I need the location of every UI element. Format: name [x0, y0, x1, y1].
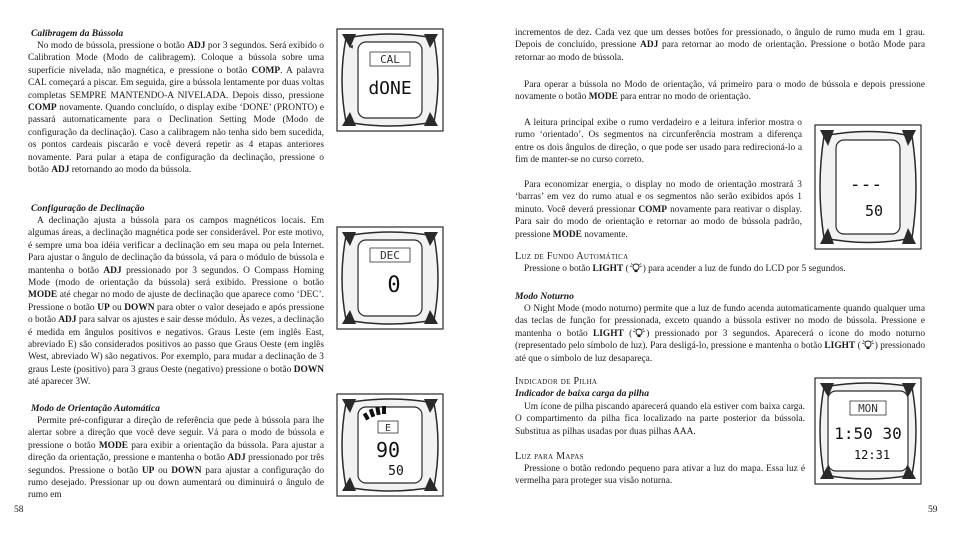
lcd-top-text: CAL	[380, 53, 400, 66]
device-display-cal	[336, 28, 444, 132]
heading-modo-noturno: Modo Noturno	[515, 291, 574, 302]
lcd-main-text: dONE	[368, 78, 412, 99]
lcd-top-text: MON	[858, 402, 878, 415]
button-name: DOWN	[171, 465, 202, 476]
lcd-top-text: DEC	[380, 249, 400, 262]
button-name: COMP	[28, 103, 57, 114]
heading-pilha-sub: Indicador de baixa carga da pilha	[515, 388, 650, 399]
page-number-right: 59	[928, 505, 938, 515]
lcd-top-text: E	[384, 423, 392, 434]
para-pilha: Um ícone de pilha piscando aparecerá quando ela estiver com baixa carga. O compartimento da pilha fica localizado na parte posterior da bússola. Substitua as pilhas usadas por duas pilhas AAA.	[515, 402, 805, 437]
button-name: COMP	[251, 65, 281, 76]
device-display-clock	[814, 377, 922, 485]
para-economizar: Para economizar energia, o display no modo de orientação mostrará 3 ‘barras’ em vez do rumo atual e os segmentos não serão exibidos após 1 minuto. Você deverá pressionar COMP novamente para reativar o display. Para sair do modo de orientação e retornar ao modo de bússola padrão, pressione MODE novamente.	[515, 180, 802, 240]
right-page	[477, 0, 954, 534]
button-name: DOWN	[124, 302, 155, 313]
svg-text:◀: ◀	[349, 45, 353, 50]
button-name: MODE	[28, 290, 58, 301]
para-leitura: A leitura principal exibe o rumo verdadeiro e a leitura inferior mostra o rumo ‘orientado’. Os segmentos na circunferência mostram a diferença entre os dois ângulos de direção, o que pode ser usado para redirecioná-lo a fim de manter-se no curso correto.	[515, 118, 802, 166]
button-name: ADJ	[58, 315, 77, 326]
device-display-dec	[336, 226, 444, 330]
heading-calibragem: Calibragem da Bússola	[31, 28, 124, 39]
para-orientacao: Permite pré-configurar a direção de referência que pede à bússola para lhe alertar sobre a direção que você deve seguir. Vá para o modo de bússola e pressione o botão MODE para exibir a orientação da bússola. Para ajustar a direção da orientação, pressione e mantenha o botão ADJ pressionado por três segundos. Pressione o botão UP ou DOWN para ajustar a configuração do rumo desejado. Pressionar up ou down aumentará ou diminuirá o ângulo de rumo em	[28, 416, 325, 501]
light-bulb-icon	[861, 340, 875, 350]
button-name: ADJ	[227, 453, 246, 464]
para-mapas: Pressione o botão redondo pequeno para ativar a luz do mapa. Essa luz é vermelha para proteger sua visão noturna.	[515, 464, 805, 487]
button-name: UP	[141, 465, 155, 476]
button-name: ADJ	[103, 265, 122, 276]
para-declinacao: A declinação ajusta a bússola para os campos magnéticos locais. Em algumas áreas, a declinação magnética pode ser considerável. Por este motivo, é sempre uma boa idéia verificar a declinação em seu mapa ou pela Internet. Para ajustar o ângulo de declinação da bússola, vá para o módulo de bússola e mantenha o botão ADJ pressionado por 3 segundos. O Compass Homing Mode (modo de orientação da bússola) será exibido. Pressione o botão MODE até chegar no modo de ajuste de declinação que aparece como ‘DEC’. Pressione o botão UP ou DOWN para obter o valor desejado e após pressione o botão ADJ para salvar os ajustes e sair desse módulo. Às vezes, a declinação é medida em ângulos positivos e negativos. Graus Leste (em inglês East, abreviado E) são considerados positivos ao passo que Graus Oeste (em inglês West, abreviado W) são negativos. Por exemplo, para mudar a declinação de 3 graus Leste (positivo) para 3 graus Oeste (negativo) pressione o botão DOWN até aparecer 3W.	[28, 216, 325, 388]
light-bulb-icon	[629, 263, 643, 273]
para-calibragem: No modo de bússola, pressione o botão ADJ por 3 segundos. Será exibido o Calibration Mode (Modo de calibragem). Coloque a bússola sobre uma superfície nivelada, não magnética, e pressione o botão COMP. A palavra CAL começará a piscar. Em seguida, gire a bússola lentamente por duas voltas completas SEMPRE MANTENDO-A NIVELADA. Depois disso, pressione COMP novamente. Quando concluído, o display exibe ‘DONE’ (PRONTO) e passará automaticamente para o Declination Setting Mode (Modo de configuração da declinação). Caso a calibragem não tenha sido bem sucedida, os pontos cardeais piscarão e você deverá repetir as 4 etapas anteriores novamente. Para pular a etapa de configuração da declinação, pressione o botão ADJ retornando ao modo da bússola.	[28, 41, 325, 176]
para-operar: Para operar a bússola no Modo de orientação, vá primeiro para o modo de bússola e depois pressione novamente o botão MODE para entrar no modo de orientação.	[515, 80, 925, 103]
page-number-left: 58	[14, 505, 24, 515]
lcd-main-text: 90	[375, 438, 401, 462]
para-luz-fundo: Pressione o botão LIGHT ( ) para acender a luz de fundo do LCD por 5 segundos.	[524, 264, 846, 274]
button-name: ADJ	[51, 165, 70, 176]
button-name: MODE	[98, 440, 128, 451]
heading-mapas: Luz para Mapas	[515, 451, 584, 462]
button-name: COMP	[638, 204, 667, 215]
heading-pilha: Indicador de Pilha	[515, 376, 598, 387]
button-name: ADJ	[187, 41, 206, 51]
light-bulb-icon	[632, 328, 646, 338]
device-display-homing-bars	[814, 124, 922, 250]
button-name: LIGHT	[824, 341, 856, 352]
lcd-main-text: 1:50 30	[834, 424, 902, 443]
lcd-main-text: 0	[387, 273, 401, 298]
lcd-main-text: 50	[864, 202, 884, 220]
heading-luz-fundo: Luz de Fundo Automática	[515, 251, 629, 262]
button-name: UP	[97, 302, 110, 313]
button-name: LIGHT	[592, 264, 624, 274]
button-name: MODE	[552, 229, 582, 240]
heading-orientacao: Modo de Orientação Automática	[31, 403, 160, 414]
button-name: DOWN	[293, 364, 324, 375]
device-display-homing	[336, 393, 444, 497]
para-modo-noturno: O Night Mode (modo noturno) permite que a luz de fundo acenda automaticamente quando qualquer uma das teclas de função for pressionada, exceto quando a bússola estiver no modo de bússola. Pressione e mantenha o botão LIGHT ( ) pressionado por 3 segundos. Aparecerá o ícone do modo noturno (representado pelo símbolo de luz). Para desligá-lo, pressione e mantenha o botão LIGHT ( ) pressionado até que o símbolo de luz desapareça.	[515, 304, 926, 364]
button-name: MODE	[588, 92, 618, 103]
lcd-sub-text: 50	[388, 464, 404, 479]
button-name: LIGHT	[593, 328, 624, 339]
button-name: ADJ	[640, 40, 659, 51]
lcd-sub-text: 12:31	[853, 448, 891, 462]
heading-declinacao: Configuração de Declinação	[31, 203, 145, 214]
lcd-top-text: ---	[849, 174, 883, 195]
para-incrementos: incrementos de dez. Cada vez que um desses botões for pressionado, o ângulo de rumo muda em 1 grau. Depois de concluído, pressione ADJ para retornar ao modo de orientação. Pressione o botão Mode para retornar ao modo de bússola.	[515, 28, 925, 63]
